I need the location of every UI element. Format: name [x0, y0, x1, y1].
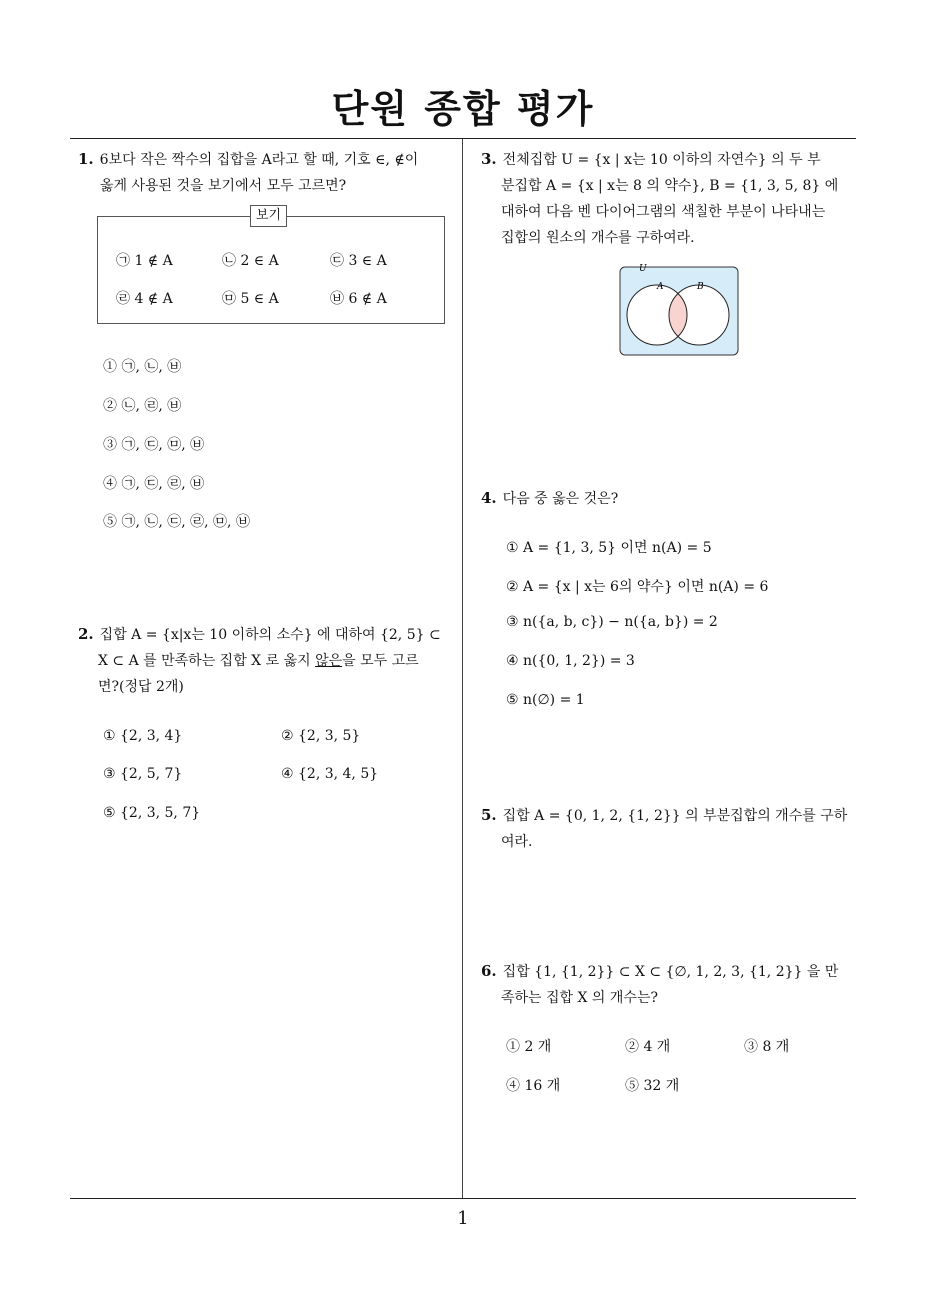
question-number: 1. [78, 150, 94, 168]
answer-option[interactable]: ③ {2, 5, 7} [103, 766, 183, 782]
question-text: 집합의 원소의 개수를 구하여라. [501, 230, 695, 246]
column-divider [462, 139, 463, 1199]
question-text: 집합 A = {x|x는 10 이하의 소수} 에 대하여 {2, 5} ⊂ [99, 627, 441, 643]
question-number: 5. [481, 806, 497, 824]
answer-option[interactable]: ④ 16 개 [506, 1078, 561, 1094]
question-number: 4. [481, 489, 497, 507]
question-text-part: X ⊂ A 를 만족하는 집합 X 로 옳지 [98, 653, 316, 669]
answer-option[interactable]: ⑤ 32 개 [625, 1078, 680, 1094]
bottom-rule [70, 1198, 856, 1199]
question-text: 여라. [501, 834, 533, 850]
question-text: 6보다 작은 짝수의 집합을 A라고 할 때, 기호 ∈, ∉이 [99, 152, 419, 168]
top-rule [70, 138, 856, 139]
example-item: ㉠ 1 ∉ A [116, 253, 173, 269]
answer-option[interactable]: ① 2 개 [506, 1039, 552, 1055]
question-number: 2. [78, 625, 94, 643]
answer-option[interactable]: ② 4 개 [625, 1039, 671, 1055]
question-text: 대하여 다음 벤 다이어그램의 색칠한 부분이 나타내는 [501, 204, 826, 220]
question-text: 집합 A = {0, 1, 2, {1, 2}} 의 부분집합의 개수를 구하 [502, 808, 848, 824]
example-item: ㉡ 2 ∈ A [222, 253, 279, 269]
question-text: 다음 중 옳은 것은? [502, 491, 619, 507]
question-3 [481, 146, 861, 251]
question-number: 6. [481, 962, 497, 980]
page-title: 단원 종합 평가 [331, 87, 595, 131]
venn-label-a: A [657, 282, 664, 292]
question-text: 집합 {1, {1, 2}} ⊂ X ⊂ {∅, 1, 2, 3, {1, 2}} 을 만 [502, 964, 839, 980]
answer-option[interactable]: ③ 8 개 [744, 1039, 790, 1055]
answer-option[interactable]: ④ ㉠, ㉢, ㉣, ㉥ [103, 476, 205, 492]
answer-option[interactable]: ① A = {1, 3, 5} 이면 n(A) = 5 [506, 540, 712, 556]
answer-option[interactable]: ② {2, 3, 5} [281, 728, 361, 744]
example-box-label: 보기 [250, 205, 287, 227]
example-item: ㉢ 3 ∈ A [330, 253, 387, 269]
question-6 [481, 958, 861, 1011]
question-5 [481, 802, 861, 855]
answer-option[interactable]: ③ n({a, b, c}) − n({a, b}) = 2 [506, 614, 718, 630]
venn-label-b: B [697, 282, 704, 292]
question-text: 전체집합 U = {x | x는 10 이하의 자연수} 의 두 부 [502, 152, 821, 168]
example-item: ㉥ 6 ∉ A [330, 291, 387, 307]
underlined-word: 않은 [315, 653, 343, 669]
question-number: 3. [481, 150, 497, 168]
answer-option[interactable]: ④ {2, 3, 4, 5} [281, 766, 379, 782]
answer-option[interactable]: ② ㉡, ㉣, ㉥ [103, 398, 182, 414]
answer-option[interactable]: ① {2, 3, 4} [103, 728, 183, 744]
venn-label-u: U [639, 264, 647, 274]
example-item: ㉤ 5 ∈ A [222, 291, 279, 307]
answer-option[interactable]: ⑤ n(∅) = 1 [506, 692, 585, 708]
question-4 [481, 485, 861, 512]
question-text: 면?(정답 2개) [98, 679, 184, 695]
answer-option[interactable]: ① ㉠, ㉡, ㉥ [103, 359, 182, 375]
question-text-part: 을 모두 고르 [342, 653, 419, 669]
question-text: 족하는 집합 X 의 개수는? [501, 990, 658, 1006]
question-text [78, 648, 458, 674]
example-item: ㉣ 4 ∉ A [116, 291, 173, 307]
answer-option[interactable]: ② A = {x | x는 6의 약수} 이면 n(A) = 6 [506, 579, 769, 595]
page-number: 1 [457, 1208, 469, 1229]
question-1 [78, 146, 458, 199]
answer-option[interactable]: ③ ㉠, ㉢, ㉤, ㉥ [103, 437, 205, 453]
question-text: 옳게 사용된 것을 보기에서 모두 고르면? [100, 178, 347, 194]
question-2 [78, 621, 458, 700]
venn-diagram [617, 262, 741, 358]
question-text: 분집합 A = {x | x는 8 의 약수}, B = {1, 3, 5, 8} 에 [501, 178, 839, 194]
answer-option[interactable]: ④ n({0, 1, 2}) = 3 [506, 653, 635, 669]
answer-option[interactable]: ⑤ ㉠, ㉡, ㉢, ㉣, ㉤, ㉥ [103, 514, 250, 530]
answer-option[interactable]: ⑤ {2, 3, 5, 7} [103, 805, 201, 821]
